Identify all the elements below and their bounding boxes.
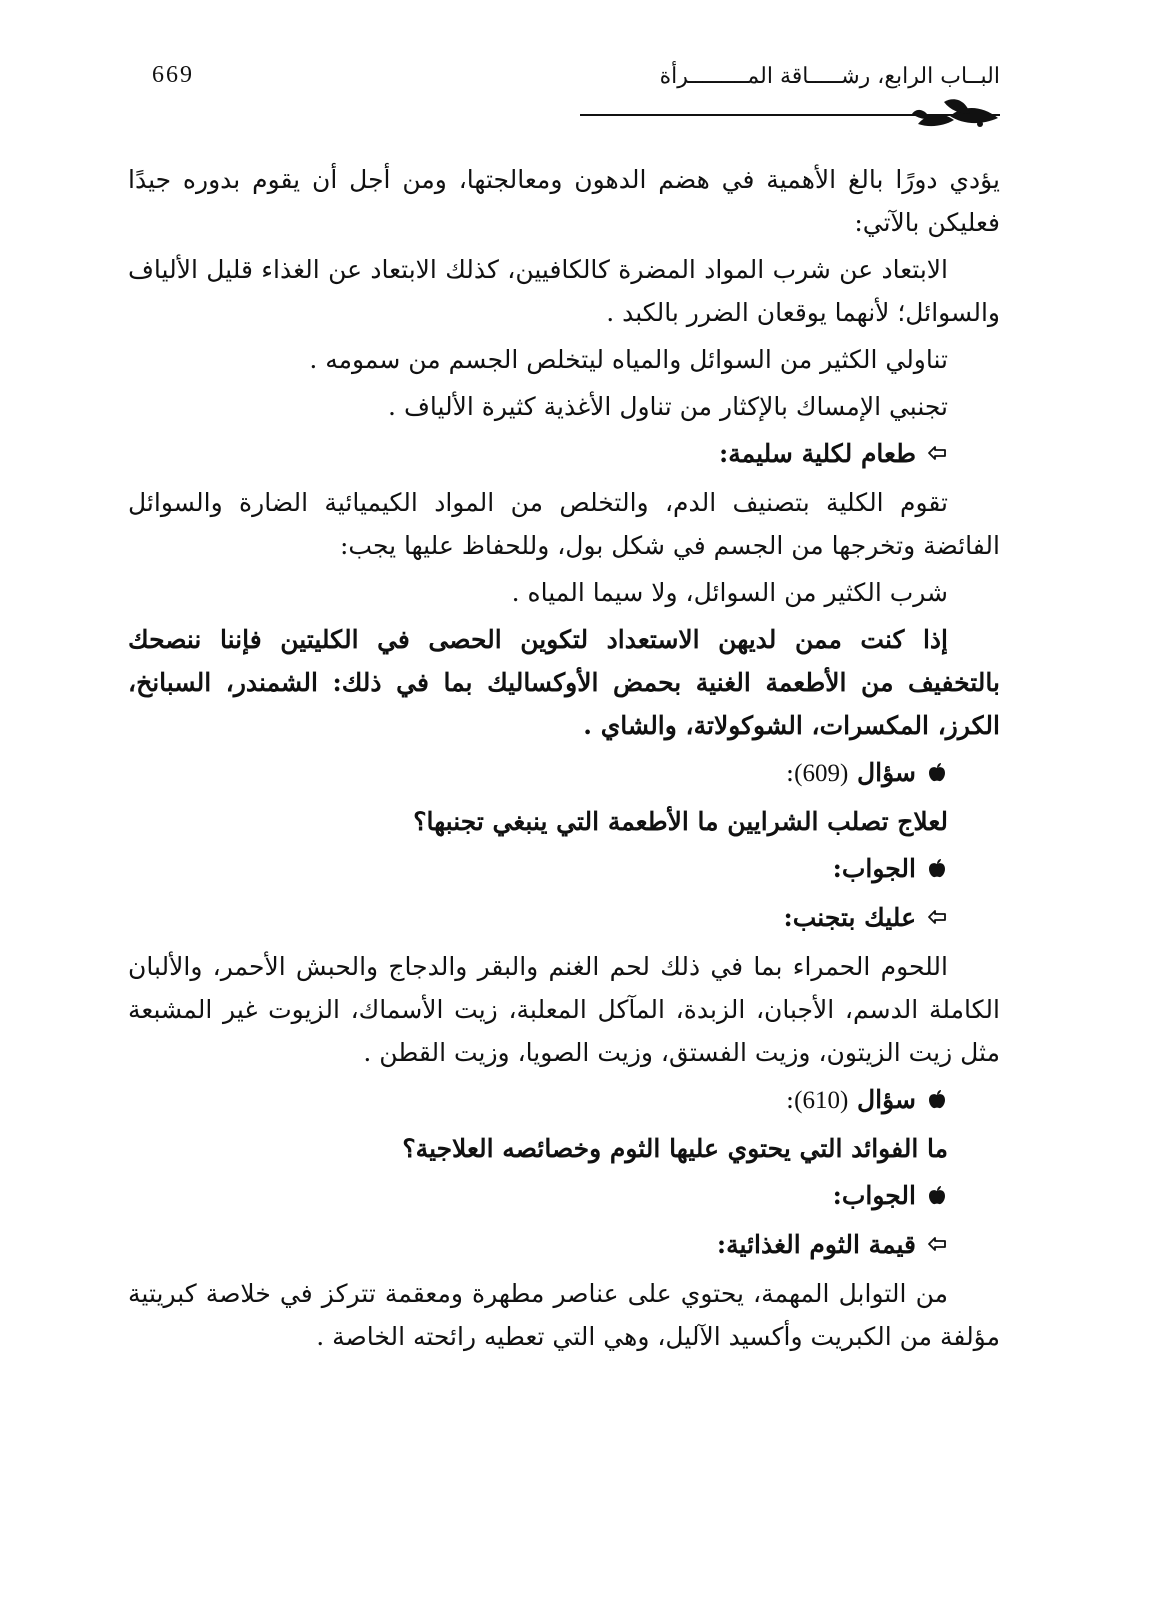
paragraph-text: اللحوم الحمراء بما في ذلك لحم الغنم والبقر والدجاج والحبش الأحمر، والألبان الكاملة الدسم، الأجبان، الزبدة، المآكل المعلبة، زيت الأسماك، الزيوت غير المشبعة مثل زيت الزيتون، وزيت الفستق، وزيت الصويا، وزيت القطن . [128,952,1001,1067]
body-paragraph [128,1272,1000,1358]
paragraph-text: تجنبي الإمساك بالإكثار من تناول الأغذية كثيرة الألياف . [388,392,948,421]
question-number: (609) [794,760,849,787]
apple-icon [926,849,948,892]
question-heading [128,1078,1000,1123]
heading-text: الجواب: [832,1181,916,1210]
paragraph-text: شرب الكثير من السوائل، ولا سيما المياه . [511,578,948,607]
heading-text: عليك بتجنب: [783,903,916,932]
body-paragraph [128,248,1000,334]
body-paragraph [128,945,1000,1074]
paragraph-text: إذا كنت ممن لديهن الاستعداد لتكوين الحصى في الكليتين فإننا ننصحك بالتخفيف من الأطعمة الغنية بحمض الأوكساليك بما في ذلك: الشمندر، السبانخ، الكرز، المكسرات، الشوكولاتة، والشاي . [128,625,1000,740]
question-heading [128,847,1000,892]
body-paragraph [128,800,1000,843]
heading-colon: : [785,1085,795,1114]
body-paragraph [128,158,1000,244]
body-paragraph [128,338,1000,381]
body-paragraph [128,385,1000,428]
paragraph-text: ما الفوائد التي يحتوي عليها الثوم وخصائصه العلاجية؟ [402,1134,948,1163]
page-body [128,158,1000,1362]
section-heading [128,432,1000,477]
paragraph-text: تناولي الكثير من السوائل والمياه ليتخلص الجسم من سمومه . [309,345,948,374]
page-header [130,58,1000,138]
paragraph-text: يؤدي دورًا بالغ الأهمية في هضم الدهون ومعالجتها، ومن أجل أن يقوم بدوره جيدًا فعليكن بالآتي: [128,165,1000,237]
running-title: البــاب الرابع، رشـــــاقة المـــــــــرأة [659,64,1000,89]
paragraph-text: تقوم الكلية بتصنيف الدم، والتخلص من المواد الكيميائية الضارة والسوائل الفائضة وتخرجها من الجسم في شكل بول، وللحفاظ عليها يجب: [128,488,1000,560]
body-paragraph [128,1127,1000,1170]
body-paragraph [128,571,1000,614]
question-heading [128,751,1000,796]
apple-icon [926,1176,948,1219]
paragraph-text: لعلاج تصلب الشرايين ما الأطعمة التي ينبغي تجنبها؟ [413,807,948,836]
apple-icon [926,753,948,796]
heading-text: سؤال [857,1085,916,1114]
heading-text: قيمة الثوم الغذائية: [716,1230,916,1259]
heading-text: الجواب: [832,854,916,883]
heading-colon: : [785,758,795,787]
hand-pointer-icon [926,898,948,941]
paragraph-text: الابتعاد عن شرب المواد المضرة كالكافيين، كذلك الابتعاد عن الغذاء قليل الألياف والسوائل؛ لأنهما يوقعان الضرر بالكبد . [128,255,1000,327]
heading-text: طعام لكلية سليمة: [719,439,916,468]
hand-pointer-icon [926,434,948,477]
question-heading [128,1174,1000,1219]
section-heading [128,896,1000,941]
heading-text: سؤال [857,758,916,787]
header-rule [580,114,1000,116]
body-paragraph [128,481,1000,567]
apple-icon [926,1080,948,1123]
question-number: (610) [794,1087,849,1114]
section-heading [128,1223,1000,1268]
page-number: 669 [152,62,194,88]
body-paragraph [128,618,1000,747]
paragraph-text: من التوابل المهمة، يحتوي على عناصر مطهرة ومعقمة تتركز في خلاصة كبريتية مؤلفة من الكبريت وأكسيد الآليل، وهي التي تعطيه رائحته الخاصة . [128,1279,1000,1351]
hand-pointer-icon [926,1225,948,1268]
